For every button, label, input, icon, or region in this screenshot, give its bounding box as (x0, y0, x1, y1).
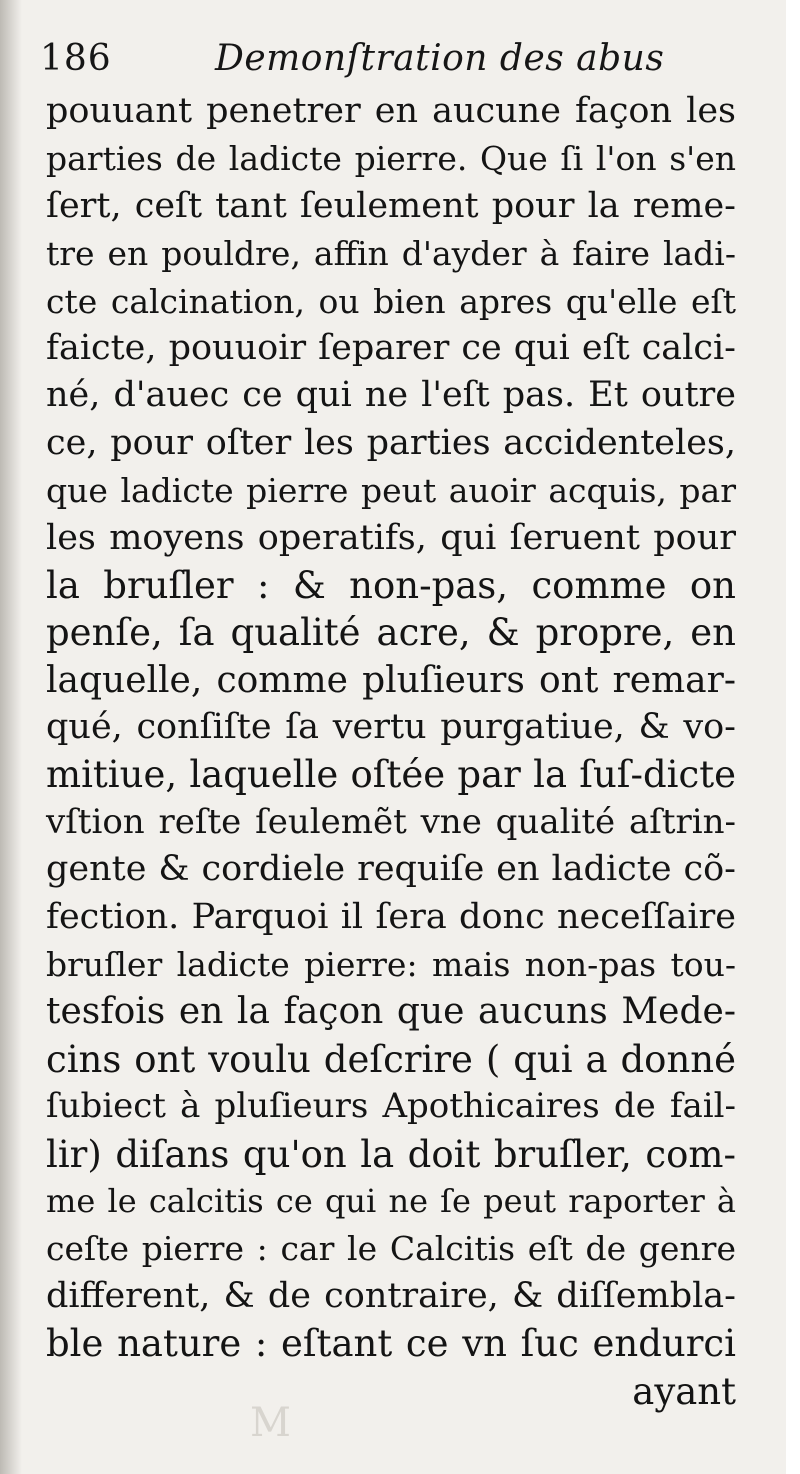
text-line: pouuant penetrer en aucune façon les (46, 91, 736, 131)
page-edge-shadow (0, 0, 22, 1474)
text-line: penſe, ſa qualité acre, & propre, en (46, 611, 736, 655)
text-line: laquelle, comme pluſieurs ont remar- (46, 659, 736, 701)
text-line: qué, conſiſte ſa vertu purgatiue, & vo- (46, 707, 736, 748)
text-line: que ladicte pierre peut auoir acquis, par (46, 471, 736, 511)
text-line: mitiue, laquelle oſtée par la ſuſ-dicte (46, 753, 736, 797)
text-line: ble nature : eſtant ce vn ſuc endurci (46, 1322, 736, 1366)
text-line: cte calcination, ou bien apres qu'elle eſt (46, 281, 736, 321)
text-line: tre en pouldre, affin d'ayder à faire ladi- (46, 234, 736, 274)
show-through-text: M (250, 1400, 321, 1446)
text-line: ce, pour oſter les parties accidenteles, (46, 422, 736, 463)
text-line: fection. Parquoi il ſera donc neceſſaire (46, 896, 736, 937)
text-line: la bruſler : & non-pas, comme on (46, 563, 736, 607)
text-line: né, d'auec ce qui ne l'eſt pas. Et outre (46, 375, 736, 416)
running-title: Demonſtration des abus (215, 38, 665, 79)
text-line: vſtion reſte ſeulemẽt vne qualité aſtrin- (46, 801, 736, 842)
text-line: ſert, ceſt tant ſeulement pour la reme- (46, 185, 736, 226)
catchword: ayant (632, 1369, 736, 1413)
page-number: 186 (40, 38, 112, 79)
text-line: gente & cordiele requiſe en ladicte cõ- (46, 849, 736, 890)
text-line: parties de ladicte pierre. Que ſi l'on s'en (46, 139, 736, 179)
page-margin-edge (786, 0, 800, 1474)
text-line: me le calcitis ce qui ne ſe peut raporter à (46, 1181, 736, 1220)
text-line: faicte, pouuoir ſeparer ce qui eſt calci- (46, 327, 736, 368)
page-header (40, 38, 740, 88)
text-line: les moyens operatifs, qui ſeruent pour (46, 517, 736, 558)
text-line: ceſte pierre : car le Calcitis eſt de genre (46, 1229, 736, 1269)
text-line: cins ont voulu deſcrire ( qui a donné (46, 1037, 736, 1081)
text-line: ſubiect à pluſieurs Apothicaires de fail- (46, 1086, 736, 1127)
text-line: different, & de contraire, & diſſembla- (46, 1275, 736, 1316)
text-line: tesfois en la façon que aucuns Mede- (46, 991, 736, 1033)
text-line: lir) diſans qu'on la doit bruſler, com- (46, 1132, 736, 1176)
body-text (46, 88, 736, 1415)
text-line: bruſler ladicte pierre: mais non-pas tou- (46, 945, 736, 985)
